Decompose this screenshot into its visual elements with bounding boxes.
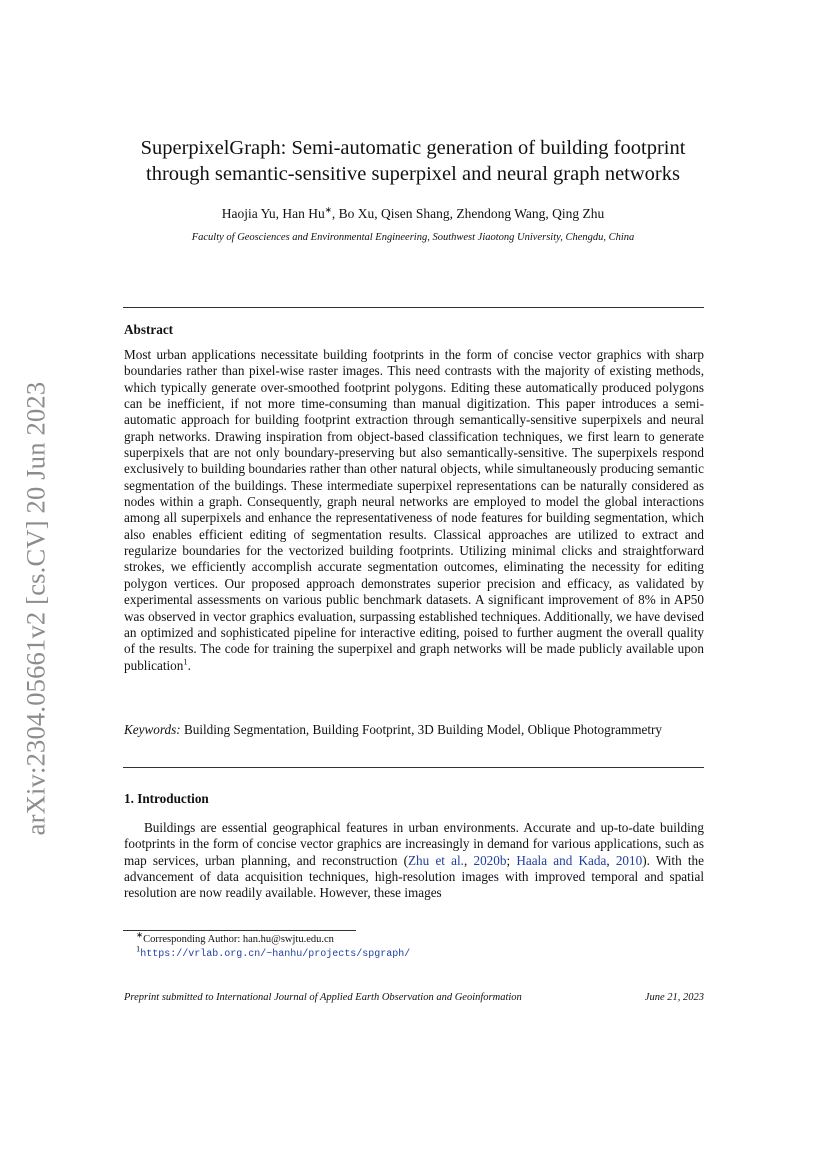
keywords-text: Building Segmentation, Building Footprint, 3D Building Model, Oblique Photogrammetry <box>183 722 662 737</box>
title-line-2: through semantic-sensitive superpixel and neural graph networks <box>146 163 680 185</box>
section-heading-introduction: 1. Introduction <box>124 791 209 806</box>
introduction-paragraph <box>124 820 704 902</box>
citation-separator: , <box>606 852 616 868</box>
arxiv-identifier <box>18 366 54 850</box>
intro-text-1: Buildings are essential geographical features in urban environments. Accurate and up-to-date building footprints in the form of concise vector graphics are increasingly in demand for various applications, such as map services, urban planning, and reconstruction ( <box>124 820 704 868</box>
citation-zhu-year[interactable]: 2020b <box>473 852 507 868</box>
authors-rest: , Bo Xu, Qisen Shang, Zhendong Wang, Qing Zhu <box>331 206 605 221</box>
title-line-1: SuperpixelGraph: Semi-automatic generation of building footprint <box>140 137 686 159</box>
keywords <box>124 722 704 738</box>
affiliation: Faculty of Geosciences and Environmental Engineering, Southwest Jiaotong University, Chengdu, China <box>191 232 635 243</box>
bottom-rule <box>123 767 704 768</box>
abstract-footnote-mark[interactable]: 1 <box>183 656 188 667</box>
footnote-1-text: Corresponding Author: han.hu@swjtu.edu.cn <box>143 934 334 945</box>
paper-title <box>110 135 716 187</box>
footnote-rule <box>123 930 356 931</box>
footnote-2-mark: 1 <box>136 943 141 954</box>
footnote-project-url <box>136 943 411 960</box>
citation-separator: ; <box>506 852 517 868</box>
authors-first: Haojia Yu, Han Hu <box>221 206 325 221</box>
citation-haala-author[interactable]: Haala and Kada <box>516 852 607 868</box>
keywords-label: Keywords: <box>124 722 181 737</box>
corresponding-author-mark: ∗ <box>324 204 332 215</box>
footer-date: June 21, 2023 <box>644 992 704 1003</box>
top-rule <box>123 307 704 308</box>
author-list <box>110 206 716 222</box>
abstract-text: Most urban applications necessitate building footprints in the form of concise vector graphics with sharp boundaries rather than pixel-wise raster images. This need contrasts with the majority of existing methods, which typically generate over-smoothed footprint polygons. Editing these automatically produced polygons can be inefficient, if not more time-consuming than manual digitization. This paper introduces a semi-automatic approach for building footprint extraction through semantically-sensitive superpixels and neural graph networks. Drawing inspiration from object-based classification techniques, we first learn to generate superpixels that are not only boundary-preserving but also semantically-sensitive. The superpixels respond exclusively to building boundaries rather than other natural objects, while simultaneously producing semantic segmentation of the buildings. These intermediate superpixel representations can be naturally considered as nodes within a graph. Consequently, graph neural networks are employed to model the global interactions among all superpixels and enhance the representativeness of node features for building segmentation, which also enables efficient editing of segmentation results. Classical approaches are utilized to extract and regularize boundaries for the vectorized building footprints. Utilizing minimal clicks and straightforward strokes, we efficiently accomplish accurate segmentation outcomes, eliminating the necessity for editing polygon vertices. Our proposed approach demonstrates superior precision and efficacy, as validated by experimental assessments on various public benchmark datasets. A significant improvement of 8% in AP50 was observed in vector graphics evaluation, surpassing established techniques. Additionally, we have devised an optimized and sophisticated pipeline for interactive editing, poised to further augment the overall quality of the results. The code for training the superpixel and graph networks will be made publicly available upon publication <box>124 347 704 673</box>
footnote-1-mark: ∗ <box>136 929 144 940</box>
citation-haala-year[interactable]: 2010 <box>615 852 643 868</box>
arxiv-identifier-text: arXiv:2304.05661v2 [cs.CV] 20 Jun 2023 <box>20 381 51 835</box>
footnote-corresponding-author <box>136 929 334 945</box>
page-footer <box>124 992 704 1003</box>
abstract-body <box>124 347 704 674</box>
abstract-end: . <box>187 657 191 673</box>
abstract-heading: Abstract <box>124 322 174 337</box>
footer-journal: Preprint submitted to International Journal of Applied Earth Observation and Geoinformation <box>124 992 522 1003</box>
citation-zhu-author[interactable]: Zhu et al. <box>408 852 464 868</box>
project-url-link[interactable]: https://vrlab.org.cn/~hanhu/projects/spgraph/ <box>140 949 411 960</box>
intro-text-2: ). With the advancement of data acquisition techniques, high-resolution images with improved temporal and spatial resolution are now readily available. However, these images <box>124 852 704 901</box>
citation-separator: , <box>463 852 474 868</box>
